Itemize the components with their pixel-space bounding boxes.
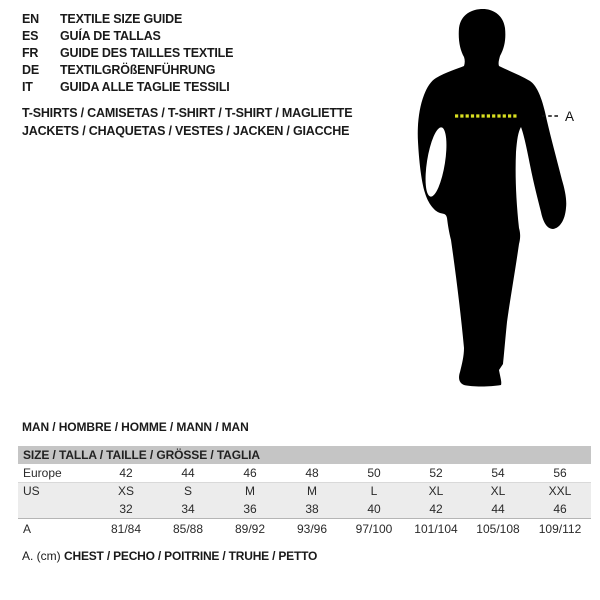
table-row-us-numbers <box>18 500 591 518</box>
man-silhouette-figure <box>395 0 595 400</box>
language-title: GUÍA DE TALLAS <box>60 29 161 43</box>
size-value: 54 <box>491 465 505 480</box>
row-label: Europe <box>23 465 62 480</box>
measure-label-a: A <box>565 109 575 124</box>
measurement-footnote <box>22 549 317 563</box>
language-row <box>22 11 233 28</box>
size-value: 44 <box>491 501 505 516</box>
footnote-prefix: A. (cm) <box>22 549 61 563</box>
size-value: 105/108 <box>476 521 520 536</box>
size-value: 42 <box>119 465 133 480</box>
row-label: A <box>23 521 32 536</box>
size-value: 46 <box>243 465 257 480</box>
language-title: TEXTILE SIZE GUIDE <box>60 12 183 26</box>
size-table <box>18 446 591 539</box>
size-value: 89/92 <box>234 521 266 536</box>
size-value: 101/104 <box>414 521 458 536</box>
language-code: ES <box>22 29 39 43</box>
size-value: 36 <box>243 501 257 516</box>
language-code: DE <box>22 63 39 77</box>
size-value: XL <box>490 484 506 499</box>
table-row-chest-cm <box>18 518 591 539</box>
size-value: S <box>183 484 192 499</box>
size-table-header: SIZE / TALLA / TAILLE / GRÖSSE / TAGLIA <box>18 446 591 464</box>
language-code: IT <box>22 80 33 94</box>
section-title-man: MAN / HOMBRE / HOMME / MANN / MAN <box>22 420 249 434</box>
size-value: XS <box>117 484 134 499</box>
size-value: XXL <box>548 484 572 499</box>
size-value: 38 <box>305 501 319 516</box>
size-value: 44 <box>181 465 195 480</box>
language-title: TEXTILGRÖßENFÜHRUNG <box>60 63 216 77</box>
size-value: 48 <box>305 465 319 480</box>
size-value: 81/84 <box>110 521 142 536</box>
product-category-jackets: JACKETS / CHAQUETAS / VESTES / JACKEN / GIACCHE <box>22 123 350 138</box>
product-category-tshirts: T-SHIRTS / CAMISETAS / T-SHIRT / T-SHIRT / MAGLIETTE <box>22 106 353 120</box>
size-value: M <box>245 484 255 499</box>
size-value: 40 <box>367 501 381 516</box>
size-value: 56 <box>553 465 567 480</box>
size-value: 97/100 <box>355 521 393 536</box>
row-label: US <box>23 484 40 499</box>
size-value: 85/88 <box>172 521 204 536</box>
size-value: 109/112 <box>538 521 582 536</box>
language-row <box>22 79 233 96</box>
size-value: M <box>307 484 317 499</box>
size-value: 52 <box>429 465 443 480</box>
footnote-text: CHEST / PECHO / POITRINE / TRUHE / PETTO <box>64 549 318 563</box>
man-silhouette <box>418 9 567 387</box>
language-code: FR <box>22 46 39 60</box>
size-value: 93/96 <box>296 521 328 536</box>
language-row <box>22 62 233 79</box>
language-title: GUIDE DES TAILLES TEXTILE <box>60 46 234 60</box>
language-row <box>22 28 233 45</box>
size-value: L <box>370 484 378 499</box>
language-list <box>22 11 233 96</box>
table-row-europe <box>18 464 591 482</box>
size-value: 34 <box>181 501 195 516</box>
size-value: 46 <box>553 501 567 516</box>
size-value: 50 <box>367 465 381 480</box>
size-value: XL <box>428 484 444 499</box>
language-title: GUIDA ALLE TAGLIE TESSILI <box>60 80 230 94</box>
table-row-us-letters <box>18 482 591 501</box>
language-code: EN <box>22 12 39 26</box>
size-value: 42 <box>429 501 443 516</box>
size-value: 32 <box>119 501 133 516</box>
product-category-list <box>22 105 352 140</box>
language-row <box>22 45 233 62</box>
